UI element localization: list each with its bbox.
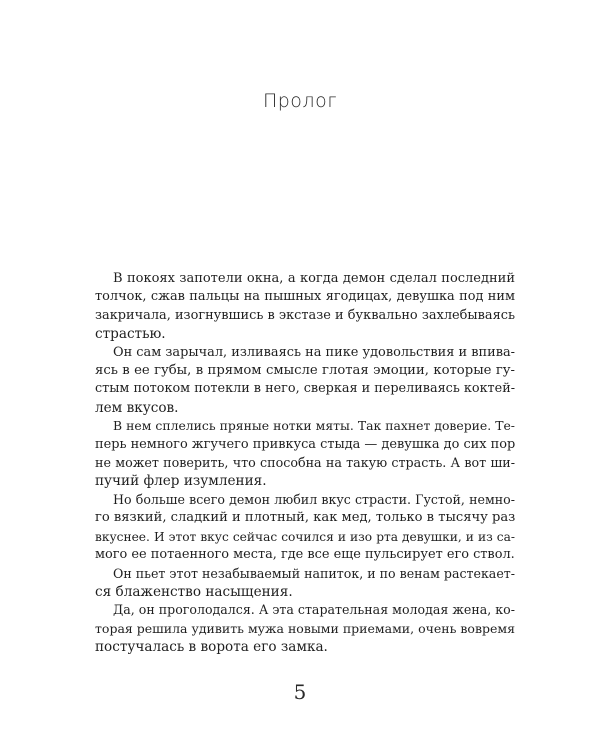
text-line: лем вкусов. [95,399,179,416]
text-line: толчок, сжав пальцы на пышных ягодицах, девушка под ним [95,289,515,305]
paragraph [95,270,515,344]
text-line: перь немного жгучего привкуса стыда — девушка до сих пор [95,436,516,452]
paragraph [95,565,515,602]
text-line: Но больше всего демон любил вкус страсти. Густой, немно- [113,491,515,507]
page-number: 5 [293,680,307,704]
text-line: Да, он проголодался. А эта старательная молодая жена, ко- [113,602,515,618]
text-line: В нем сплелись пряные нотки мяты. Так пахнет доверие. Те- [113,418,515,434]
text-line: пучий флер изумления. [95,473,267,490]
text-line: стым потоком потекли в него, сверкая и переливаясь коктей- [95,381,516,397]
text-line: страстью. [95,326,166,343]
text-line: закричала, изогнувшись в экстазе и буквально захлебываясь [95,307,515,323]
text-line: В покоях запотели окна, а когда демон сделал последний [113,271,515,286]
text-line: мого ее потаенного места, где все еще пульсирует его ствол. [95,547,515,563]
paragraph [95,601,515,656]
text-line: не может поверить, что способна на такую страсть. А вот ши- [95,455,515,471]
paragraph [95,491,515,565]
text-line: постучалась в ворота его замка. [95,639,328,656]
text-line: ся блаженство насыщения. [95,583,293,600]
paragraph [95,417,515,491]
text-line: вкуснее. И этот вкус сейчас сочился и изо рта девушки, и из са- [95,529,515,544]
body-text [95,270,515,657]
text-line: торая решила удивить мужа новыми приемами, очень вовремя [95,620,515,636]
text-line: Он сам зарычал, изливаясь на пике удовольствия и впива- [113,344,515,360]
text-line: Он пьет этот незабываемый напиток, и по венам растекает- [113,565,515,581]
text-line: го вязкий, сладкий и плотный, как мед, только в тысячу раз [95,510,516,526]
paragraph [95,344,515,418]
text-line: ясь в ее губы, в прямом смысле глотая эмоции, которые гу- [95,363,515,379]
chapter-title: Пролог [262,90,338,112]
